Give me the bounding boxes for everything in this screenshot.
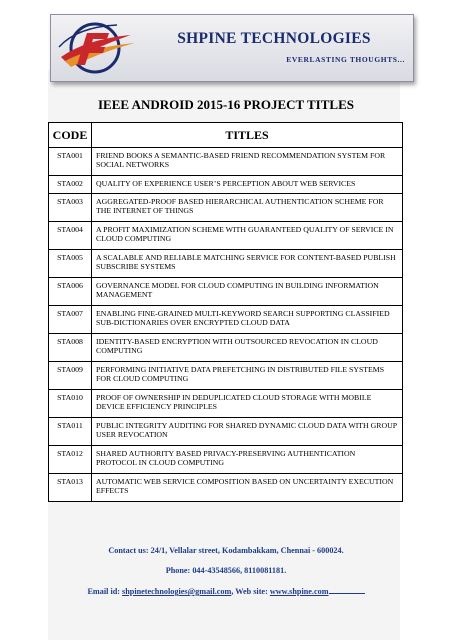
- table-row: [49, 176, 403, 194]
- row-title: PROOF OF OWNERSHIP IN DEDUPLICATED CLOUD STORAGE WITH MOBILE DEVICE EFFICIENCY PRINCIPLES: [92, 390, 403, 418]
- email-label: Email id:: [87, 587, 120, 596]
- row-code: STA003: [49, 194, 92, 222]
- row-title: PERFORMING INITIATIVE DATA PREFETCHING IN DISTRIBUTED FILE SYSTEMS FOR CLOUD COMPUTING: [92, 362, 403, 390]
- code-column-header: CODE: [49, 123, 92, 148]
- project-titles-table: [48, 122, 403, 502]
- table-row: [49, 222, 403, 250]
- row-code: STA009: [49, 362, 92, 390]
- titles-column-header: TITLES: [92, 123, 403, 148]
- row-code: STA005: [49, 250, 92, 278]
- website-link[interactable]: www.shpine.com: [269, 587, 329, 596]
- row-title: QUALITY OF EXPERIENCE USER’S PERCEPTION ABOUT WEB SERVICES: [92, 176, 403, 194]
- table-row: [49, 362, 403, 390]
- website-label: , Web site:: [231, 587, 268, 596]
- contact-email-web: [0, 585, 452, 596]
- row-code: STA008: [49, 334, 92, 362]
- table-row: [49, 446, 403, 474]
- underline-divider: [329, 585, 365, 594]
- table-row: [49, 148, 403, 176]
- row-title: IDENTITY-BASED ENCRYPTION WITH OUTSOURCED REVOCATION IN CLOUD COMPUTING: [92, 334, 403, 362]
- table-row: [49, 250, 403, 278]
- company-tagline: EVERLASTING THOUGHTS...: [286, 55, 405, 64]
- table-row: [49, 390, 403, 418]
- contact-phone: Phone: 044-43548566, 8110081181.: [165, 566, 287, 575]
- table-row: [49, 334, 403, 362]
- row-title: ENABLING FINE-GRAINED MULTI-KEYWORD SEARCH SUPPORTING CLASSIFIED SUB-DICTIONARIES OVER ENCRYPTED CLOUD DATA: [92, 306, 403, 334]
- row-code: STA010: [49, 390, 92, 418]
- row-code: STA002: [49, 176, 92, 194]
- row-code: STA001: [49, 148, 92, 176]
- table-row: [49, 418, 403, 446]
- row-title: AGGREGATED-PROOF BASED HIERARCHICAL AUTHENTICATION SCHEME FOR THE INTERNET OF THINGS: [92, 194, 403, 222]
- row-code: STA004: [49, 222, 92, 250]
- row-code: STA006: [49, 278, 92, 306]
- row-title: AUTOMATIC WEB SERVICE COMPOSITION BASED ON UNCERTAINTY EXECUTION EFFECTS: [92, 474, 403, 502]
- table-row: [49, 306, 403, 334]
- row-title: PUBLIC INTEGRITY AUDITING FOR SHARED DYNAMIC CLOUD DATA WITH GROUP USER REVOCATION: [92, 418, 403, 446]
- contact-address: [0, 546, 452, 555]
- contact-label: Contact us:: [108, 546, 149, 555]
- company-logo: [57, 17, 137, 79]
- row-title: A SCALABLE AND RELIABLE MATCHING SERVICE FOR CONTENT-BASED PUBLISH SUBSCRIBE SYSTEMS: [92, 250, 403, 278]
- document-title: IEEE ANDROID 2015-16 PROJECT TITLES: [98, 97, 354, 112]
- address-text: 24/1, Vellalar street, Kodambakkam, Chennai - 600024.: [150, 546, 344, 555]
- table-row: [49, 474, 403, 502]
- company-banner: [50, 14, 414, 82]
- row-code: STA012: [49, 446, 92, 474]
- table-row: [49, 278, 403, 306]
- row-code: STA007: [49, 306, 92, 334]
- row-title: A PROFIT MAXIMIZATION SCHEME WITH GUARANTEED QUALITY OF SERVICE IN CLOUD COMPUTING: [92, 222, 403, 250]
- row-title: SHARED AUTHORITY BASED PRIVACY-PRESERVING AUTHENTICATION PROTOCOL IN CLOUD COMPUTING: [92, 446, 403, 474]
- company-name: SHPINE TECHNOLOGIES: [177, 30, 371, 47]
- email-link[interactable]: shpinetechnologies@gmail.com: [122, 587, 232, 596]
- table-row: [49, 194, 403, 222]
- row-title: FRIEND BOOKS A SEMANTIC-BASED FRIEND RECOMMENDATION SYSTEM FOR SOCIAL NETWORKS: [92, 148, 403, 176]
- row-title: GOVERNANCE MODEL FOR CLOUD COMPUTING IN BUILDING INFORMATION MANAGEMENT: [92, 278, 403, 306]
- row-code: STA011: [49, 418, 92, 446]
- row-code: STA013: [49, 474, 92, 502]
- table-header-row: [49, 123, 403, 148]
